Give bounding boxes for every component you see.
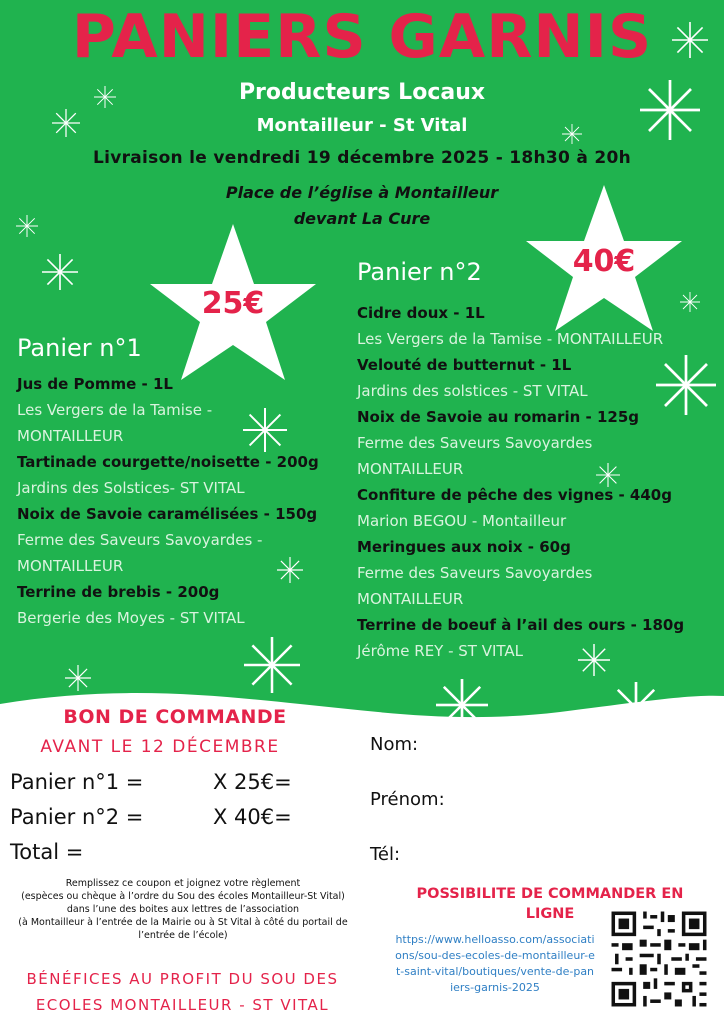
panier-2-list [357,300,717,664]
list-item-product: Confiture de pêche des vignes - 440g [357,486,672,504]
list-item-product: Tartinade courgette/noisette - 200g [17,453,319,471]
list-item-product: Noix de Savoie caramélisées - 150g [17,505,318,523]
order-total: Total = [10,840,84,864]
list-item-source: Ferme des Saveurs Savoyardes [357,564,593,582]
list-item-product: Jus de Pomme - 1L [17,375,173,393]
subtitle: Producteurs Locaux [238,80,486,105]
list-item-source: MONTAILLEUR [17,427,124,445]
order-deadline: AVANT LE 12 DÉCEMBRE [40,737,280,757]
field-tel: Tél: [370,844,401,865]
benefits-line-1: BÉNÉFICES AU PROFIT DU SOU DES [26,970,339,988]
list-item-product: Noix de Savoie au romarin - 125g [357,408,639,426]
list-item-source: Jérôme REY - ST VITAL [357,642,524,660]
note-line: dans l’une des boites aux lettres de l’association [66,904,300,915]
panier-2-title: Panier n°2 [357,258,482,286]
order-line-2-label: Panier n°2 = [10,805,144,829]
field-nom: Nom: [370,734,419,755]
order-instructions [8,877,358,942]
delivery-place [0,180,724,232]
list-item-source: Jardins des Solstices- ST VITAL [17,479,245,497]
list-item-source: Marion BEGOU - Montailleur [357,512,567,530]
price-panier-2: 40€ [572,244,636,279]
list-item-source: Ferme des Saveurs Savoyardes [357,434,593,452]
list-item-product: Terrine de brebis - 200g [17,583,220,601]
order-heading: BON DE COMMANDE [63,706,287,728]
note-line: (à Montailleur à l’entrée de la Mairie ou à St Vital à côté du portail de [18,917,348,928]
location: Montailleur - St Vital [256,115,468,136]
list-item-source: Jardins des solstices - ST VITAL [357,382,588,400]
sparkle-decorations-bottom [0,660,724,740]
page-title: PANIERS GARNIS [71,2,653,72]
order-link[interactable]: https://www.helloasso.com/associations/sou-des-ecoles-de-montailleur-et-saint-vital/boutiques/vente-de-paniers-garnis-2025 [395,933,595,994]
order-line-1-label: Panier n°1 = [10,770,144,794]
online-title-line-1: POSSIBILITE DE COMMANDER EN [416,886,684,902]
panier-1-list [17,371,357,631]
order-line-2-price: X 40€= [213,805,292,829]
list-item-source: Ferme des Saveurs Savoyardes - [17,531,263,549]
benefits-note [10,966,355,1018]
field-prenom: Prénom: [370,789,445,810]
delivery-info: Livraison le vendredi 19 décembre 2025 - 18h30 à 20h [92,148,632,168]
list-item-source: MONTAILLEUR [357,460,464,478]
note-line: Remplissez ce coupon et joignez votre règlement [65,878,301,889]
list-item-source: MONTAILLEUR [17,557,124,575]
order-line-1-price: X 25€= [213,770,292,794]
list-item-product: Velouté de butternut - 1L [357,356,572,374]
note-line: (espèces ou chèque à l’ordre du Sou des écoles Montailleur-St Vital) [21,891,345,902]
list-item-source: MONTAILLEUR [357,590,464,608]
panier-1-title: Panier n°1 [17,334,142,362]
price-panier-1: 25€ [201,286,265,321]
benefits-line-2: ECOLES MONTAILLEUR - ST VITAL [35,996,330,1014]
place-line-1: Place de l’église à Montailleur [225,183,499,202]
qr-code[interactable] [608,908,710,1010]
note-line: l’entrée de l’école) [138,930,228,941]
list-item-product: Meringues aux noix - 60g [357,538,571,556]
list-item-product: Cidre doux - 1L [357,304,485,322]
list-item-source: Les Vergers de la Tamise - MONTAILLEUR [357,330,664,348]
list-item-source: Les Vergers de la Tamise - [17,401,213,419]
list-item-source: Bergerie des Moyes - ST VITAL [17,609,245,627]
place-line-2: devant La Cure [293,209,431,228]
list-item-product: Terrine de boeuf à l’ail des ours - 180g [357,616,685,634]
online-title-line-2: LIGNE [525,906,575,922]
